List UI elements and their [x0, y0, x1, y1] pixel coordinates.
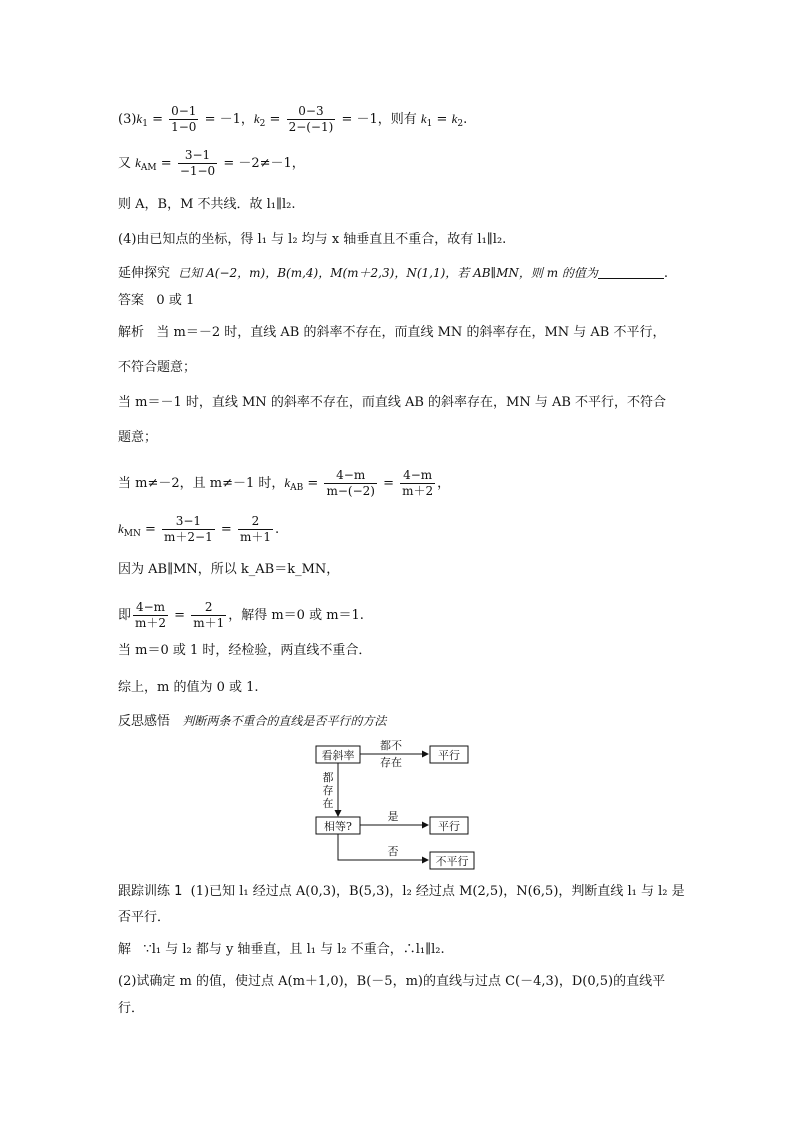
var: k: [136, 111, 143, 126]
line-kam: [118, 148, 305, 179]
subscript: AB: [290, 483, 304, 493]
var: k: [451, 111, 458, 126]
subscript: MN: [123, 529, 141, 539]
training-q2a: (2)试确定 m 的值，使过点 A(m＋1,0)，B(－5，m)的直线与过点 C(－4,3)，D(0,5)的直线平: [118, 974, 666, 989]
subscript: AM: [140, 163, 157, 173]
equals: =: [156, 156, 176, 171]
fraction: [324, 468, 377, 499]
solution-p1a: [118, 324, 665, 342]
equals: =: [432, 112, 452, 127]
solution-label: 解析: [118, 325, 145, 340]
fraction: [287, 104, 336, 135]
var: k: [420, 111, 427, 126]
fraction: [133, 600, 168, 631]
numerator: 4−m: [133, 600, 168, 616]
training-q2b: 行．: [118, 1001, 145, 1016]
solution-label: 解: [118, 942, 132, 957]
edge-label: 存在: [380, 756, 402, 769]
equals: =: [140, 522, 161, 537]
text: ，解得 m＝0 或 m＝1.: [228, 608, 364, 623]
line-3: [118, 104, 467, 135]
equals: =: [265, 112, 285, 127]
text: ∵l₁ 与 l₂ 都与 y 轴垂直，且 l₁ 与 l₂ 不重合，∴l₁∥l₂.: [143, 942, 445, 957]
answer-blank: [598, 266, 664, 279]
edge-label: 都: [322, 771, 334, 784]
equal-box-label: 相等?: [324, 820, 352, 833]
denominator: m＋1: [193, 616, 225, 630]
parallel-flowchart: [300, 738, 500, 870]
denominator: −1−0: [179, 164, 216, 178]
text: (1)已知 l₁ 经过点 A(0,3)，B(5,3)，l₂ 经过点 M(2,5)，N(6,5)，判断直线 l₁ 与 l₂ 是: [190, 884, 685, 899]
numerator: 3−1: [178, 148, 217, 164]
denominator: m−(−2): [326, 484, 375, 498]
reflection: [118, 712, 386, 731]
text: .: [663, 266, 669, 281]
line-4: (4)由已知点的坐标，得 l₁ 与 l₂ 均与 x 轴垂直且不重合，故有 l₁∥l₂.: [118, 232, 507, 247]
fraction: [238, 514, 273, 545]
not-parallel-box-label: 不平行: [435, 855, 469, 868]
training-solution: [118, 941, 445, 959]
text: = －1，则有: [337, 112, 421, 127]
numerator: 4−m: [400, 468, 435, 484]
denominator: m＋1: [239, 530, 271, 544]
slope-box-label: 看斜率: [321, 749, 355, 762]
extension: [118, 264, 668, 283]
numerator: 0−3: [287, 104, 336, 120]
training-q1b: 否平行．: [118, 910, 171, 925]
item-label: (3): [118, 112, 137, 127]
fraction: [162, 514, 215, 545]
extension-body: 已知 A(−2，m)，B(m,4)，M(m＋2,3)，N(1,1)，若 AB∥MN，则 m 的值为: [178, 266, 598, 280]
var: k: [135, 155, 141, 170]
text: = －1，: [200, 112, 254, 127]
edge-label: 在: [322, 797, 334, 810]
parallel-box-label: 平行: [438, 749, 460, 762]
denominator: m＋2: [135, 616, 167, 630]
text: 当 m＝－2 时，直线 AB 的斜率不存在，而直线 MN 的斜率存在，MN 与 AB 不平行，: [156, 325, 666, 340]
solution-p6: [118, 600, 364, 631]
subscript: 1: [142, 119, 148, 129]
text: 当 m≠－2，且 m≠－1 时，: [118, 476, 285, 491]
edge-label: 是: [387, 810, 399, 823]
denominator: m＋2: [402, 484, 434, 498]
denominator: m＋2−1: [164, 530, 213, 544]
training-q1a: [118, 883, 685, 901]
line-not-collinear: 则 A，B，M 不共线．故 l₁∥l₂.: [118, 197, 296, 212]
var: k: [284, 475, 291, 490]
numerator: 2: [238, 514, 273, 530]
text: 又: [118, 156, 136, 171]
equals: =: [147, 112, 168, 127]
numerator: 4−m: [324, 468, 377, 484]
answer-label: 答案: [118, 293, 145, 308]
text: ，: [437, 476, 451, 491]
solution-p7: 当 m＝0 或 1 时，经检验，两直线不重合．: [118, 643, 372, 658]
solution-p2a: 当 m＝－1 时，直线 MN 的斜率不存在，而直线 AB 的斜率存在，MN 与 AB 不平行，不符合: [118, 395, 667, 410]
solution-p4: [118, 514, 279, 545]
answer-body: 0 或 1: [156, 293, 195, 308]
text: = －2≠－1，: [219, 156, 305, 171]
solution-p3: [118, 468, 450, 499]
solution-p5: 因为 AB∥MN，所以 k_AB＝k_MN，: [118, 562, 340, 577]
var: k: [118, 521, 124, 536]
text: .: [463, 112, 468, 127]
var: k: [253, 111, 260, 126]
fraction: [400, 468, 435, 499]
fraction: [191, 600, 226, 631]
training-label: 跟踪训练 1: [118, 884, 183, 899]
solution-p1b: 不符合题意；: [118, 360, 197, 375]
equals: =: [378, 476, 399, 491]
denominator: 1−0: [171, 120, 197, 134]
parallel-box-label: 平行: [438, 820, 460, 833]
subscript: 2: [457, 119, 464, 129]
numerator: 0−1: [171, 104, 197, 118]
answer: [118, 292, 194, 310]
fraction: [169, 104, 198, 135]
denominator: 2−(−1): [288, 120, 334, 134]
reflection-label: 反思感悟: [118, 714, 171, 729]
text: 即: [118, 608, 132, 623]
edge-label: 否: [387, 845, 399, 858]
numerator: 2: [191, 600, 226, 616]
numerator: 3−1: [162, 514, 215, 530]
equals: =: [303, 476, 323, 491]
reflection-body: 判断两条不重合的直线是否平行的方法: [182, 714, 387, 728]
arrow-to-not-parallel: [338, 834, 428, 860]
edge-label: 都不: [380, 739, 402, 752]
equals: =: [170, 608, 190, 623]
edge-label: 存: [322, 784, 334, 797]
solution-p2b: 题意；: [118, 430, 158, 445]
text: .: [274, 522, 280, 537]
subscript: 1: [426, 119, 433, 129]
fraction: [178, 148, 217, 179]
subscript: 2: [259, 119, 266, 129]
solution-p8: 综上，m 的值为 0 或 1.: [118, 680, 259, 695]
equals: =: [216, 522, 236, 537]
extension-label: 延伸探究: [118, 266, 171, 281]
